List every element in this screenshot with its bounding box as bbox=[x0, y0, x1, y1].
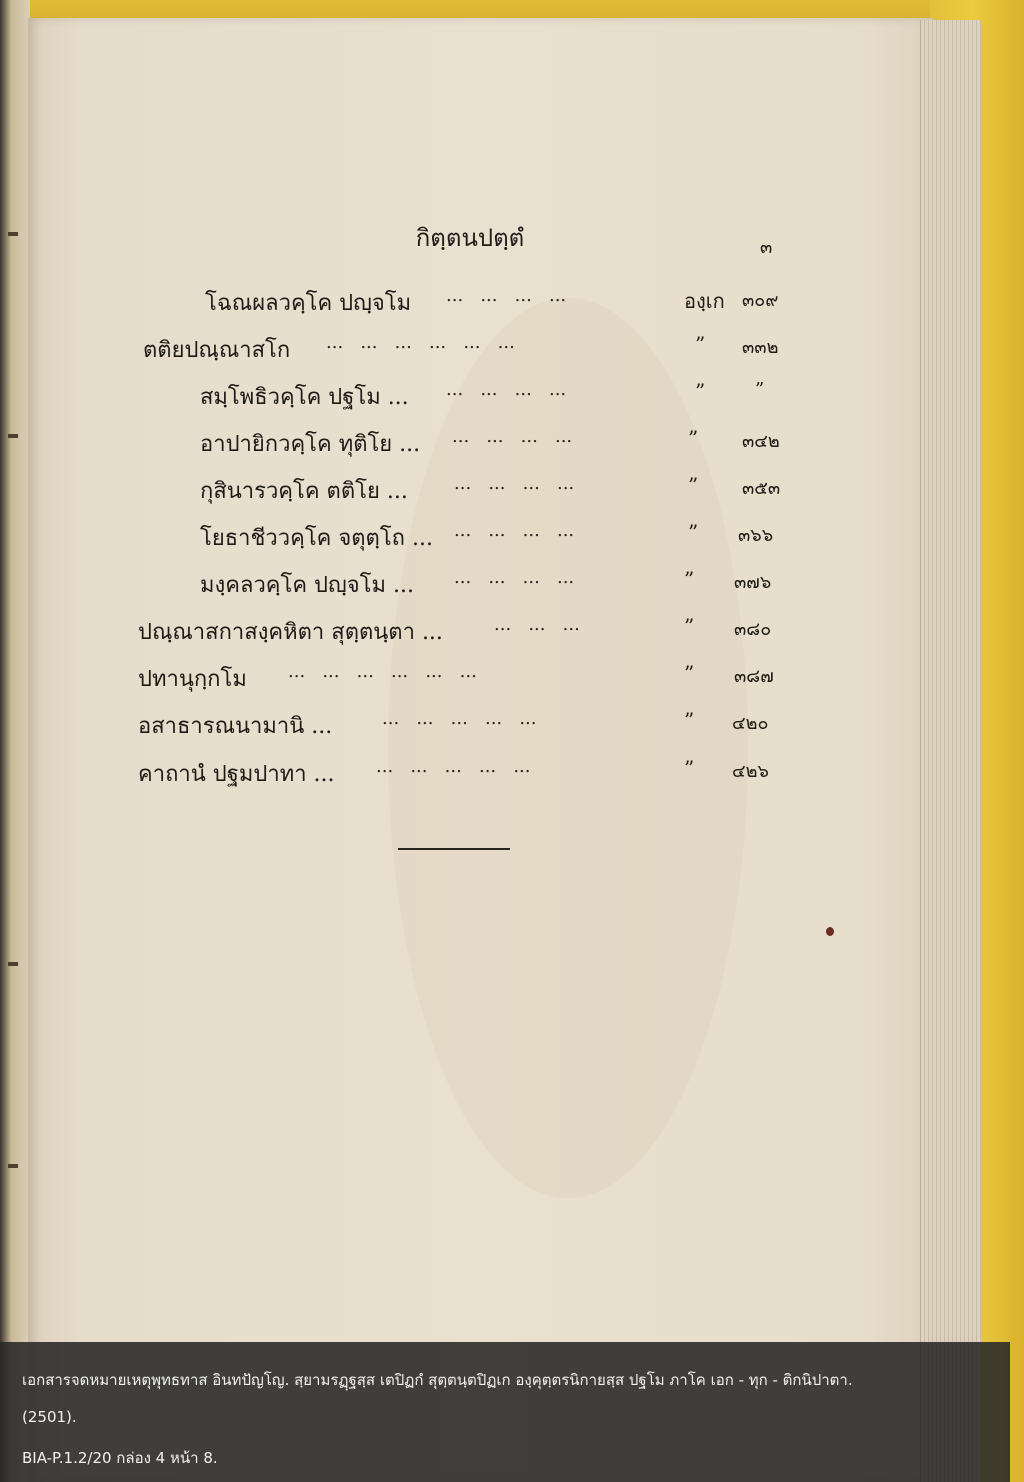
toc-leader-dots: ... ... ... ... ... bbox=[382, 708, 537, 729]
toc-leader-dots: ... ... ... ... bbox=[454, 473, 575, 494]
toc-entry-title: อาปายิกวคฺโค ทุติโย ... bbox=[200, 432, 421, 457]
toc-entry-reference: ” bbox=[688, 520, 699, 544]
toc-entry-page: ” bbox=[755, 379, 765, 400]
toc-entry-page: ๓๘๗ bbox=[734, 666, 774, 687]
toc-entry-page: ๓๔๒ bbox=[742, 431, 780, 452]
toc-entry-title: ปณฺณาสกาสงฺคหิตา สุตฺตนฺตา ... bbox=[138, 620, 443, 645]
toc-entry-reference: ” bbox=[684, 661, 695, 685]
caption-citation: เอกสารจดหมายเหตุพุทธทาส อินทปัญโญ. สฺยามรฏฺฐสฺส เตปิฏกํ สุตฺตนฺตปิฏเก องฺคุตฺตรนิกายสฺส ปฐโม ภาโค เอก - ทุก - ติกนิปาตา. bbox=[22, 1371, 853, 1389]
toc-leader-dots: ... ... ... ... ... ... bbox=[326, 332, 515, 353]
toc-entry-reference: ” bbox=[684, 708, 695, 732]
toc-entry bbox=[0, 520, 930, 560]
toc-entry-page: ๓๘๐ bbox=[734, 619, 772, 640]
toc-leader-dots: ... ... ... ... bbox=[446, 379, 567, 400]
toc-leader-dots: ... ... ... ... ... bbox=[376, 756, 531, 777]
toc-leader-dots: ... ... ... bbox=[494, 614, 580, 635]
binding-mark bbox=[8, 1164, 18, 1168]
toc-entry-title: ปทานุกฺกโม bbox=[138, 667, 247, 692]
toc-entry bbox=[0, 567, 930, 607]
toc-entry bbox=[0, 285, 930, 325]
toc-entry bbox=[0, 708, 930, 748]
binding-mark bbox=[8, 962, 18, 966]
toc-entry bbox=[0, 614, 930, 654]
toc-entry-page: ๓๖๖ bbox=[738, 525, 774, 546]
toc-leader-dots: ... ... ... ... bbox=[454, 567, 575, 588]
toc-entry-reference: ” bbox=[684, 756, 695, 780]
ink-spot bbox=[826, 927, 834, 936]
archive-caption-bar bbox=[0, 1342, 1010, 1482]
caption-archive-id: BIA-P.1.2/20 กล่อง 4 หน้า 8. bbox=[22, 1449, 218, 1467]
toc-entry-page: ๓๐๙ bbox=[742, 290, 779, 311]
toc-entry-reference: ” bbox=[688, 473, 699, 497]
caption-year: (2501). bbox=[22, 1408, 77, 1426]
toc-entry-page: ๓๗๖ bbox=[734, 572, 772, 593]
toc-entry-page: ๓๕๓ bbox=[742, 478, 781, 499]
toc-entry bbox=[0, 332, 930, 372]
page-stack-edge bbox=[920, 20, 981, 1482]
toc-entry-page: ๔๒๖ bbox=[732, 761, 769, 782]
toc-entry-title: คาถานํ ปฐมปาทา ... bbox=[138, 762, 335, 787]
binding-mark bbox=[8, 232, 18, 236]
toc-entry-reference: องฺเก bbox=[684, 289, 725, 313]
page-number: ๓ bbox=[760, 237, 773, 258]
toc-leader-dots: ... ... ... ... bbox=[446, 285, 567, 306]
toc-entry-reference: ” bbox=[688, 426, 699, 450]
toc-entry-page: ๓๓๒ bbox=[742, 337, 779, 358]
toc-entry-title: ตติยปณฺณาสโก bbox=[143, 338, 291, 363]
toc-entry-reference: ” bbox=[684, 614, 695, 638]
toc-leader-dots: ... ... ... ... ... ... bbox=[288, 661, 477, 682]
section-divider-rule bbox=[398, 848, 510, 850]
toc-leader-dots: ... ... ... ... bbox=[454, 520, 575, 541]
toc-entry-reference: ” bbox=[684, 567, 695, 591]
toc-entry bbox=[0, 661, 930, 701]
toc-entry-title: กุสินารวคฺโค ตติโย ... bbox=[200, 479, 408, 504]
toc-entry-title: สมฺโพธิวคฺโค ปฐโม ... bbox=[200, 385, 409, 410]
page-header-title: กิตฺตนปตฺตํ bbox=[415, 224, 525, 252]
toc-entry-reference: ” bbox=[695, 332, 706, 356]
toc-entry-page: ๔๒๐ bbox=[732, 713, 769, 734]
toc-entry-title: อสาธารณนามานิ ... bbox=[138, 714, 333, 739]
book-cover-top bbox=[30, 0, 1024, 20]
toc-entry-title: โฉณผลวคฺโค ปญฺจโม bbox=[205, 291, 412, 316]
toc-leader-dots: ... ... ... ... bbox=[452, 426, 573, 447]
toc-entry bbox=[0, 756, 930, 796]
toc-entry bbox=[0, 473, 930, 513]
toc-entry-title: มงฺคลวคฺโค ปญฺจโม ... bbox=[200, 573, 414, 598]
toc-entry bbox=[0, 426, 930, 466]
toc-entry bbox=[0, 379, 930, 419]
toc-entry-title: โยธาชีววคฺโค จตุตฺโถ ... bbox=[200, 526, 433, 551]
toc-entry-reference: ” bbox=[695, 379, 706, 403]
